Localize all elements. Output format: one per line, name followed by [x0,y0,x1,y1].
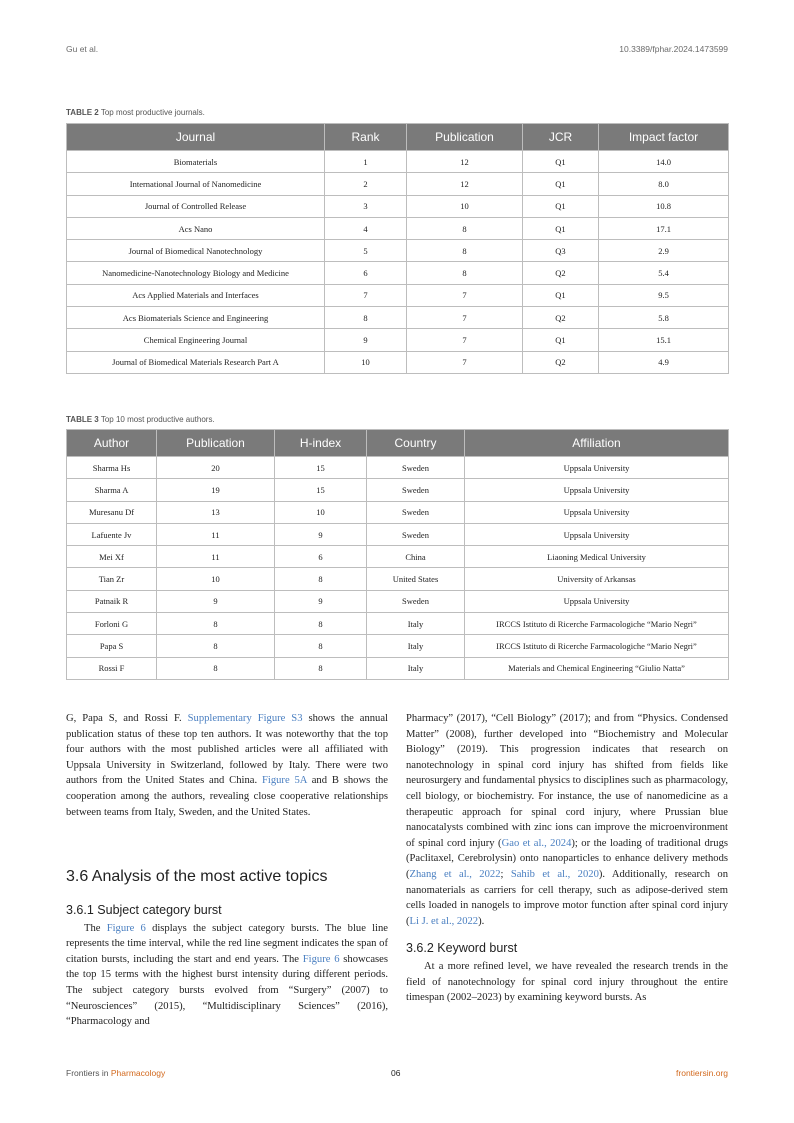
table-cell: Sweden [367,523,465,545]
table-cell: 9 [157,590,275,612]
left-column-intro [66,711,388,820]
table-cell: Chemical Engineering Journal [67,329,325,351]
table3-caption-text: Top 10 most productive authors. [100,415,215,424]
table-cell: 5.8 [599,307,729,329]
right-column [406,711,728,1006]
column-header: Publication [407,124,523,151]
table-cell: 8 [325,307,407,329]
table2-caption-text: Top most productive journals. [100,108,205,117]
table-cell: Sharma Hs [67,457,157,479]
text-run: ). [478,915,485,927]
table-cell: Patnaik R [67,590,157,612]
table-cell: 5.4 [599,262,729,284]
column-header: Impact factor [599,124,729,151]
table-cell: Sweden [367,479,465,501]
column-header: H-index [275,430,367,457]
table-cell: Q2 [523,307,599,329]
table-cell: 8 [407,217,523,239]
running-header-doi: 10.3389/fphar.2024.1473599 [619,44,728,54]
footer-text: Frontiers in [66,1068,111,1078]
figure-link[interactable]: Figure 6 [106,922,146,934]
table-cell: Journal of Biomedical Materials Research Part A [67,351,325,373]
table-cell: Rossi F [67,657,157,679]
page-number: 06 [391,1068,401,1078]
table-cell: Uppsala University [465,501,729,523]
table-cell: Journal of Biomedical Nanotechnology [67,240,325,262]
table-cell: IRCCS Istituto di Ricerche Farmacologiche “Mario Negri” [465,635,729,657]
table-cell: 2.9 [599,240,729,262]
table-cell: 4.9 [599,351,729,373]
table-cell: 7 [407,351,523,373]
table2-caption [66,108,205,117]
table-header-row [67,430,729,457]
paragraph [66,921,388,1030]
table-cell: 13 [157,501,275,523]
table-row [67,195,729,217]
table-cell: Tian Zr [67,568,157,590]
table-cell: 17.1 [599,217,729,239]
text-run: ). Additionally, research on nanomaterials as carriers for cell therapy, such as adipose-derived stem cells loaded in nanogels to improve motor function after spinal cord injury ( [406,868,728,927]
table-row [67,240,729,262]
table-cell: Acs Biomaterials Science and Engineering [67,307,325,329]
table-row [67,351,729,373]
column-header: Country [367,430,465,457]
text-run: Pharmacy” (2017), “Cell Biology” (2017); and from “Physics. Condensed Matter” (2008), further developed into “Biochemistry and Molecular Biology” (2019). This progression indicates that research on nanotechnology in spinal cord injury has shifted from fields like neurosurgery and fundamental physics to disciplines such as pharmacology, cell biology, or biochemistry. For instance, the use of nanomedicine as a therapeutic approach for spinal cord injury, where Prussian blue nanocatalysts combined with zinc ions can improve the microenvironment of spinal cord injury ( [406,713,728,849]
table-cell: 5 [325,240,407,262]
table-cell: Sharma A [67,479,157,501]
table-cell: 8 [157,635,275,657]
table-header-row [67,124,729,151]
authors-table [66,429,729,680]
table-cell: Acs Applied Materials and Interfaces [67,284,325,306]
table-cell: 10 [275,501,367,523]
left-column-subsection [66,903,388,1030]
table-cell: 10 [325,351,407,373]
table-row [67,568,729,590]
text-run: displays the subject category bursts. The blue line represents the time interval, while the red line segment indicates the span of citation bursts, including the start and end years. The [66,922,388,965]
table-cell: Q1 [523,329,599,351]
table-cell: Forloni G [67,613,157,635]
table-cell: 19 [157,479,275,501]
table-cell: 8 [407,240,523,262]
table-row [67,217,729,239]
supplementary-figure-link[interactable]: Supplementary Figure S3 [187,713,303,724]
table-cell: Uppsala University [465,523,729,545]
table-cell: Uppsala University [465,479,729,501]
table-row [67,590,729,612]
table-cell: Sweden [367,590,465,612]
table-cell: 7 [407,307,523,329]
table-row [67,479,729,501]
table-cell: Materials and Chemical Engineering “Giulio Natta” [465,657,729,679]
table3-caption [66,415,215,424]
table-row [67,329,729,351]
table-cell: 11 [157,523,275,545]
table-row [67,657,729,679]
table-cell: 7 [407,329,523,351]
footer-journal-link[interactable]: Pharmacology [110,1068,166,1078]
table-cell: Journal of Controlled Release [67,195,325,217]
column-header: Author [67,430,157,457]
table-cell: Muresanu Df [67,501,157,523]
table-cell: Lafuente Jv [67,523,157,545]
table-row [67,523,729,545]
figure-link[interactable]: Figure 6 [302,953,340,965]
paragraph [406,711,728,929]
table-cell: Italy [367,613,465,635]
table-cell: 20 [157,457,275,479]
table-cell: Q3 [523,240,599,262]
table-row [67,635,729,657]
table-cell: Italy [367,635,465,657]
table-cell: United States [367,568,465,590]
running-header-authors: Gu et al. [66,44,99,54]
table-row [67,501,729,523]
section-heading: 3.6 Analysis of the most active topics [66,868,328,885]
footer-website-link[interactable]: frontiersin.org [676,1068,728,1078]
table-cell: Q1 [523,217,599,239]
table-cell: Uppsala University [465,590,729,612]
table-cell: 10 [157,568,275,590]
table-cell: 9 [275,523,367,545]
table-cell: China [367,546,465,568]
text-run: The [84,922,107,934]
table-cell: 7 [325,284,407,306]
table-cell: 12 [407,173,523,195]
table-row [67,262,729,284]
citation-link[interactable]: Gao et al., 2024 [501,837,572,849]
table-cell: Q1 [523,195,599,217]
table-row [67,151,729,173]
citation-link[interactable]: Zhang et al., 2022 [409,868,501,880]
table-cell: Papa S [67,635,157,657]
table-cell: 8 [157,613,275,635]
table-cell: 3 [325,195,407,217]
table-cell: 9.5 [599,284,729,306]
table-cell: Sweden [367,457,465,479]
table-cell: Q2 [523,262,599,284]
table-cell: International Journal of Nanomedicine [67,173,325,195]
table-cell: 9 [275,590,367,612]
table-cell: Mei Xf [67,546,157,568]
table-cell: 1 [325,151,407,173]
table-cell: 8 [275,635,367,657]
table-cell: IRCCS Istituto di Ricerche Farmacologiche “Mario Negri” [465,613,729,635]
table-cell: 8 [157,657,275,679]
table-cell: Q1 [523,284,599,306]
table-row [67,284,729,306]
table-cell: 11 [157,546,275,568]
table-cell: 8.0 [599,173,729,195]
table-cell: 9 [325,329,407,351]
table-cell: Uppsala University [465,457,729,479]
table-cell: 7 [407,284,523,306]
column-header: JCR [523,124,599,151]
table-cell: 2 [325,173,407,195]
text-run: ; [500,868,511,880]
footer-journal [66,1068,165,1078]
table-cell: 12 [407,151,523,173]
column-header: Affiliation [465,430,729,457]
table-cell: 15 [275,457,367,479]
table-cell: 8 [407,262,523,284]
table-cell: Liaoning Medical University [465,546,729,568]
citation-link[interactable]: Li J. et al., 2022 [409,915,479,927]
table-cell: Acs Nano [67,217,325,239]
table-cell: Q1 [523,173,599,195]
subsection-heading: 3.6.1 Subject category burst [66,903,222,917]
text-run: and B shows the cooperation among the authors, revealing close cooperative relationships between teams from Italy, Sweden, and the United States. [66,775,389,818]
text-run: G, Papa S, and Rossi F. [66,713,188,724]
table-cell: 14.0 [599,151,729,173]
table-row [67,173,729,195]
column-header: Journal [67,124,325,151]
table-row [67,457,729,479]
table3-caption-label: TABLE 3 [66,415,99,424]
text-run: showcases the top 15 terms with the highest burst intensity during different periods. The subject category bursts evolved from “Surgery” (2007) to “Neurosciences” (2015), “Multidisciplinary Sciences” (2016), “Pharmacology and [66,953,388,1028]
table-cell: 10 [407,195,523,217]
table-row [67,546,729,568]
table-row [67,307,729,329]
table-cell: Q1 [523,151,599,173]
table-cell: Q2 [523,351,599,373]
table-cell: University of Arkansas [465,568,729,590]
subsection-heading: 3.6.2 Keyword burst [406,941,518,956]
table-cell: Nanomedicine-Nanotechnology Biology and Medicine [67,262,325,284]
paragraph [66,711,388,820]
table-cell: 8 [275,657,367,679]
column-header: Publication [157,430,275,457]
paragraph: At a more refined level, we have revealed the research trends in the field of nanotechnology for spinal cord injury throughout the entire timespan (2002–2023) by examining keyword bursts. As [406,960,728,1004]
text-run: ); or the loading of traditional drugs (Paclitaxel, Cerebrolysin) onto nanoparticles to enhance delivery methods ( [406,837,728,880]
table-cell: 8 [275,613,367,635]
table-cell: 6 [275,546,367,568]
table-cell: 6 [325,262,407,284]
text-run: shows the annual publication status of these top ten authors. It was noteworthy that the top four authors with the most published articles were all affiliated with Uppsala University in Switzerland, followed by Italy. There were two authors from the United States and China. [66,713,388,787]
figure-link[interactable]: Figure 5A [261,775,307,787]
citation-link[interactable]: Sahib et al., 2020 [510,868,599,880]
table-cell: 8 [275,568,367,590]
table-row [67,613,729,635]
journals-table [66,123,729,374]
table-cell: Sweden [367,501,465,523]
table-cell: 15 [275,479,367,501]
table-cell: 10.8 [599,195,729,217]
table-cell: 15.1 [599,329,729,351]
table-cell: 4 [325,217,407,239]
table-cell: Biomaterials [67,151,325,173]
table-cell: Italy [367,657,465,679]
column-header: Rank [325,124,407,151]
table2-caption-label: TABLE 2 [66,108,99,117]
